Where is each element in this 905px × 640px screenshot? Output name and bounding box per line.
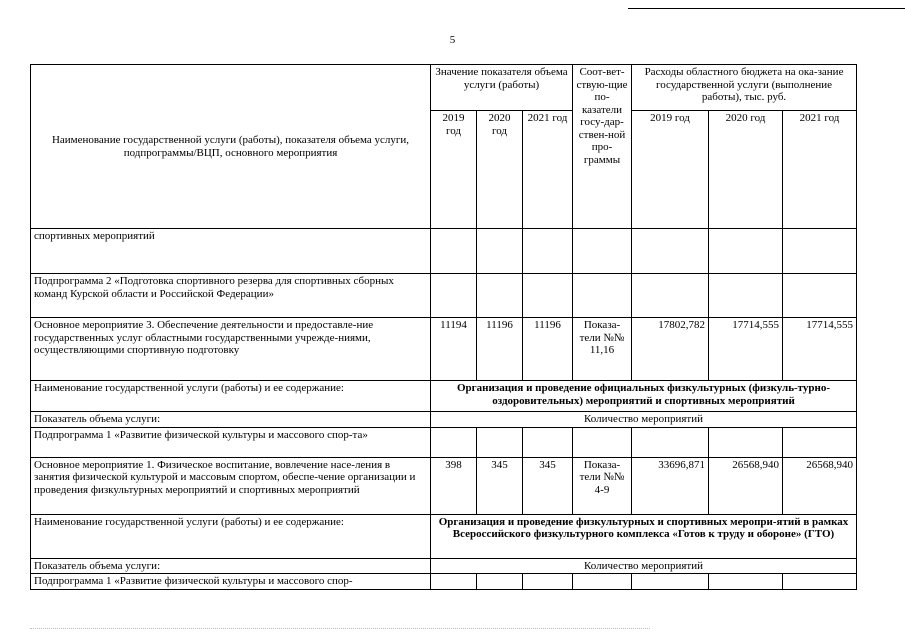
budget-2020: 17714,555 <box>709 318 783 381</box>
budget-2019 <box>632 229 709 274</box>
correspond-indicators <box>573 229 632 274</box>
scan-artifact-line <box>30 628 650 629</box>
table-row <box>31 457 857 514</box>
budget-2021 <box>783 229 857 274</box>
row-name: Наименование государственной услуги (работы) и ее содержание: <box>31 381 431 412</box>
header-name-column: Наименование государственной услуги (работы), показателя объема услуги, подпрограммы/ВЦП, основного мероприятия <box>31 65 431 229</box>
budget-2021: 17714,555 <box>783 318 857 381</box>
service-content: Организация и проведение официальных физкультурных (физкуль-турно-оздоровительных) мероприятий и спортивных мероприятий <box>431 381 857 412</box>
row-name: Показатель объема услуги: <box>31 558 431 574</box>
budget-2019 <box>632 274 709 318</box>
budget-2019: 33696,871 <box>632 457 709 514</box>
budget-2020 <box>709 274 783 318</box>
correspond-indicators <box>573 274 632 318</box>
indicator-value: Количество мероприятий <box>431 412 857 428</box>
budget-2019: 17802,782 <box>632 318 709 381</box>
budget-table <box>30 64 857 590</box>
table-row <box>31 229 857 274</box>
header-indicator-group: Значение показателя объема услуги (работы) <box>431 65 573 111</box>
value-2021 <box>523 574 573 590</box>
correspond-indicators: Показа-тели №№ 4-9 <box>573 457 632 514</box>
value-2020 <box>477 574 523 590</box>
value-2019 <box>431 229 477 274</box>
row-name: Подпрограмма 2 «Подготовка спортивного резерва для спортивных сборных команд Курской области и Российской Федерации» <box>31 274 431 318</box>
budget-2020 <box>709 427 783 457</box>
value-2021: 345 <box>523 457 573 514</box>
page-number: 5 <box>449 34 456 46</box>
table-row <box>31 274 857 318</box>
header-year-indicator-2021: 2021 год <box>523 111 573 229</box>
budget-2020 <box>709 574 783 590</box>
budget-2020 <box>709 229 783 274</box>
value-2019 <box>431 274 477 318</box>
indicator-row <box>31 558 857 574</box>
value-2021 <box>523 274 573 318</box>
correspond-indicators <box>573 427 632 457</box>
indicator-value: Количество мероприятий <box>431 558 857 574</box>
top-rule <box>628 8 905 9</box>
value-2020 <box>477 274 523 318</box>
header-budget-group: Расходы областного бюджета на ока-зание государственной услуги (выполнение работы), тыс. руб. <box>632 65 857 111</box>
table-row <box>31 574 857 590</box>
header-year-indicator-2019: 2019 год <box>431 111 477 229</box>
row-name: Подпрограмма 1 «Развитие физической культуры и массового спор-та» <box>31 427 431 457</box>
header-year-budget-2019: 2019 год <box>632 111 709 229</box>
correspond-indicators <box>573 574 632 590</box>
table-row <box>31 427 857 457</box>
row-name: Подпрограмма 1 «Развитие физической культуры и массового спор- <box>31 574 431 590</box>
row-name: Наименование государственной услуги (работы) и ее содержание: <box>31 514 431 558</box>
row-name: Показатель объема услуги: <box>31 412 431 428</box>
value-2020 <box>477 229 523 274</box>
table-row <box>31 318 857 381</box>
budget-2019 <box>632 574 709 590</box>
budget-2021 <box>783 427 857 457</box>
header-correspond-column: Соот-вет-ствую-щие по-казатели госу-дар-ствен-ной про-граммы <box>573 65 632 229</box>
value-2019: 398 <box>431 457 477 514</box>
row-name: Основное мероприятие 1. Физическое воспитание, вовлечение насе-ления в занятия физической культурой и массовым спортом, обеспе-чение организации и проведения физкультурных мероприятий и спортивных мероприятий <box>31 457 431 514</box>
value-2021 <box>523 427 573 457</box>
value-2019 <box>431 574 477 590</box>
header-year-budget-2020: 2020 год <box>709 111 783 229</box>
budget-2020: 26568,940 <box>709 457 783 514</box>
value-2019 <box>431 427 477 457</box>
value-2021 <box>523 229 573 274</box>
service-content: Организация и проведение физкультурных и спортивных меропри-ятий в рамках Всероссийского физкультурного комплекса «Готов к труду и обороне» (ГТО) <box>431 514 857 558</box>
budget-2021 <box>783 274 857 318</box>
budget-2019 <box>632 427 709 457</box>
value-2020: 345 <box>477 457 523 514</box>
service-row <box>31 514 857 558</box>
value-2021: 11196 <box>523 318 573 381</box>
budget-2021: 26568,940 <box>783 457 857 514</box>
correspond-indicators: Показа-тели №№ 11,16 <box>573 318 632 381</box>
indicator-row <box>31 412 857 428</box>
header-year-budget-2021: 2021 год <box>783 111 857 229</box>
row-name: Основное мероприятие 3. Обеспечение деятельности и предоставле-ние государственных услуг областными государственными учрежде-ниями, осуществляющими спортивную подготовку <box>31 318 431 381</box>
service-row <box>31 381 857 412</box>
header-year-indicator-2020: 2020 год <box>477 111 523 229</box>
value-2020: 11196 <box>477 318 523 381</box>
row-name: спортивных мероприятий <box>31 229 431 274</box>
budget-2021 <box>783 574 857 590</box>
value-2020 <box>477 427 523 457</box>
value-2019: 11194 <box>431 318 477 381</box>
